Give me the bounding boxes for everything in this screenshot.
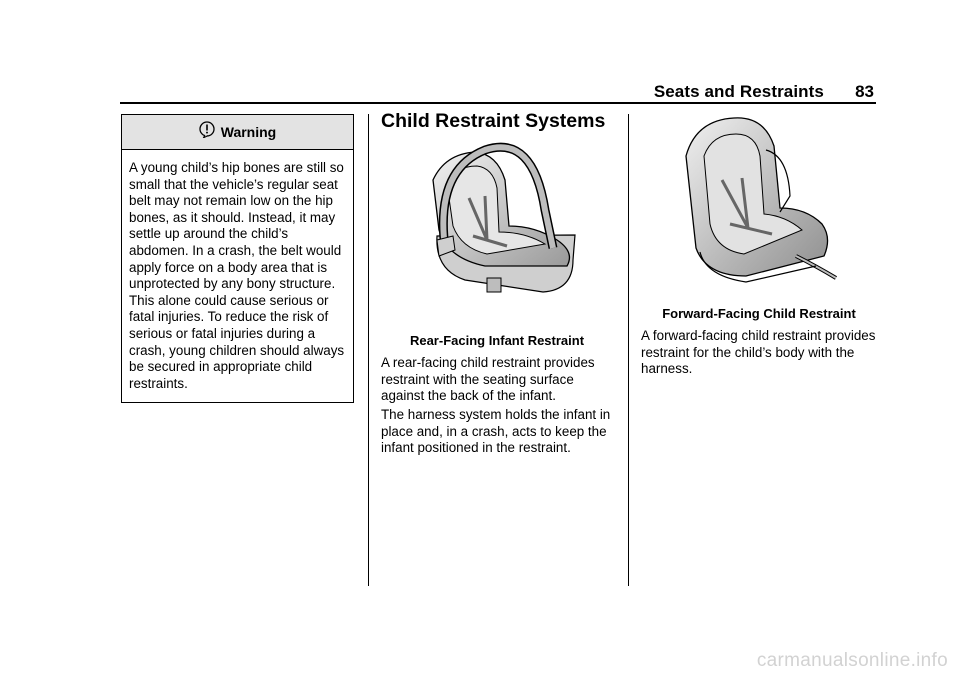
warning-box	[121, 114, 354, 403]
page-number: 83	[855, 82, 874, 101]
warning-icon	[199, 121, 215, 143]
watermark: carmanualsonline.info	[756, 650, 948, 671]
forward-facing-paragraph: A forward-facing child restraint provides restraint for the child’s body with the harness.	[641, 328, 876, 377]
header-title: Seats and Restraints	[653, 82, 824, 101]
header-rule	[120, 102, 876, 104]
rear-facing-paragraph-2: The harness system holds the infant in place and, in a crash, acts to keep the infant positioned in the restraint.	[381, 407, 611, 456]
column-divider-right	[628, 114, 629, 586]
warning-header	[122, 115, 353, 150]
forward-facing-child-seat-illustration	[676, 116, 840, 290]
rear-facing-paragraph-1: A rear-facing child restraint provides restraint with the seating surface against the back of the infant.	[381, 355, 595, 404]
rear-facing-caption: Rear-Facing Infant Restraint	[409, 333, 585, 348]
warning-title: Warning	[220, 124, 277, 140]
section-heading: Child Restraint Systems	[381, 110, 606, 132]
page-header	[120, 80, 876, 102]
column-divider-left	[368, 114, 369, 586]
rear-facing-infant-seat-illustration	[425, 140, 585, 302]
forward-facing-caption: Forward-Facing Child Restraint	[662, 306, 856, 321]
warning-text: A young child’s hip bones are still so small that the vehicle’s regular seat belt may not remain low on the hip bones, as it should. Instead, it may settle up around the child’s abdomen. In a crash, the belt would apply force on a body area that is unprotected by any bony structure. This alone could cause serious or fatal injuries. To reduce the risk of serious or fatal injuries during a crash, young children should always be secured in appropriate child restraints.	[129, 160, 345, 391]
